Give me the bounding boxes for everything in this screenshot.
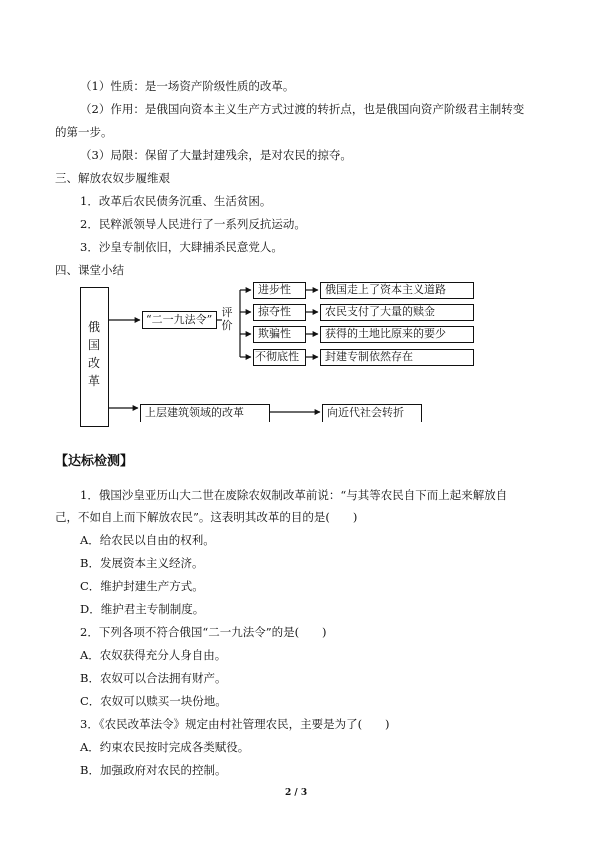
law-box: “二一九法令” <box>142 311 217 329</box>
test-heading: 【达标检测】 <box>55 454 134 469</box>
list-item: 1．改革后农民债务沉重、生活贫困。 <box>80 194 272 208</box>
trait-box: 欺骗性 <box>253 326 306 343</box>
evaluation-label: 评价 <box>221 306 233 332</box>
trait-description-box: 俄国走上了资本主义道路 <box>320 282 474 299</box>
trait-description-box: 农民支付了大量的赎金 <box>320 304 474 321</box>
bottom-right-box: 向近代社会转折 <box>322 404 422 422</box>
question-stem: 3．《农民改革法令》规定由村社管理农民，主要是为了( ) <box>80 717 390 731</box>
question-stem: 己，不如自上而下解放农民”。这表明其改革的目的是( ) <box>55 510 358 524</box>
trait-box: 进步性 <box>253 282 306 299</box>
trait-description-box: 获得的土地比原来的要少 <box>320 326 474 343</box>
section-heading: 三、解放农奴步履维艰 <box>55 171 170 185</box>
text-line: （3）局限：保留了大量封建残余，是对农民的掠夺。 <box>80 148 352 162</box>
question-stem: 2．下列各项不符合俄国“二一九法令”的是( ) <box>80 625 327 639</box>
trait-description-box: 封建专制依然存在 <box>320 349 474 366</box>
question-option: D．维护君主专制制度。 <box>80 602 205 616</box>
question-option: A．给农民以自由的权利。 <box>80 533 215 547</box>
list-item: 2．民粹派领导人民进行了一系列反抗运动。 <box>80 217 306 231</box>
trait-box: 不彻底性 <box>253 349 306 366</box>
trait-box: 掠夺性 <box>253 304 306 321</box>
main-topic-label: 俄国改革 <box>87 320 100 388</box>
question-option: B．加强政府对农民的控制。 <box>80 763 227 777</box>
text-line: （1）性质：是一场资产阶级性质的改革。 <box>80 79 295 93</box>
section-heading: 四、课堂小结 <box>55 263 124 277</box>
page-number: 2 / 3 <box>285 788 308 798</box>
text-line: （2）作用：是俄国向资本主义生产方式过渡的转折点，也是俄国向资产阶级君主制转变 <box>80 102 525 116</box>
bottom-left-box: 上层建筑领域的改革 <box>140 404 270 422</box>
text-line: 的第一步。 <box>55 125 113 139</box>
question-option: B．农奴可以合法拥有财产。 <box>80 671 227 685</box>
list-item: 3．沙皇专制依旧，大肆捕杀民意党人。 <box>80 240 283 254</box>
question-stem: 1．俄国沙皇亚历山大二世在废除农奴制改革前说：“与其等农民自下而上起来解放自 <box>80 488 508 502</box>
question-option: C．维护封建生产方式。 <box>80 579 204 593</box>
question-option: A．农奴获得充分人身自由。 <box>80 648 227 662</box>
question-option: B．发展资本主义经济。 <box>80 556 204 570</box>
question-option: C．农奴可以赎买一块份地。 <box>80 694 227 708</box>
question-option: A．约束农民按时完成各类赋役。 <box>80 740 250 754</box>
